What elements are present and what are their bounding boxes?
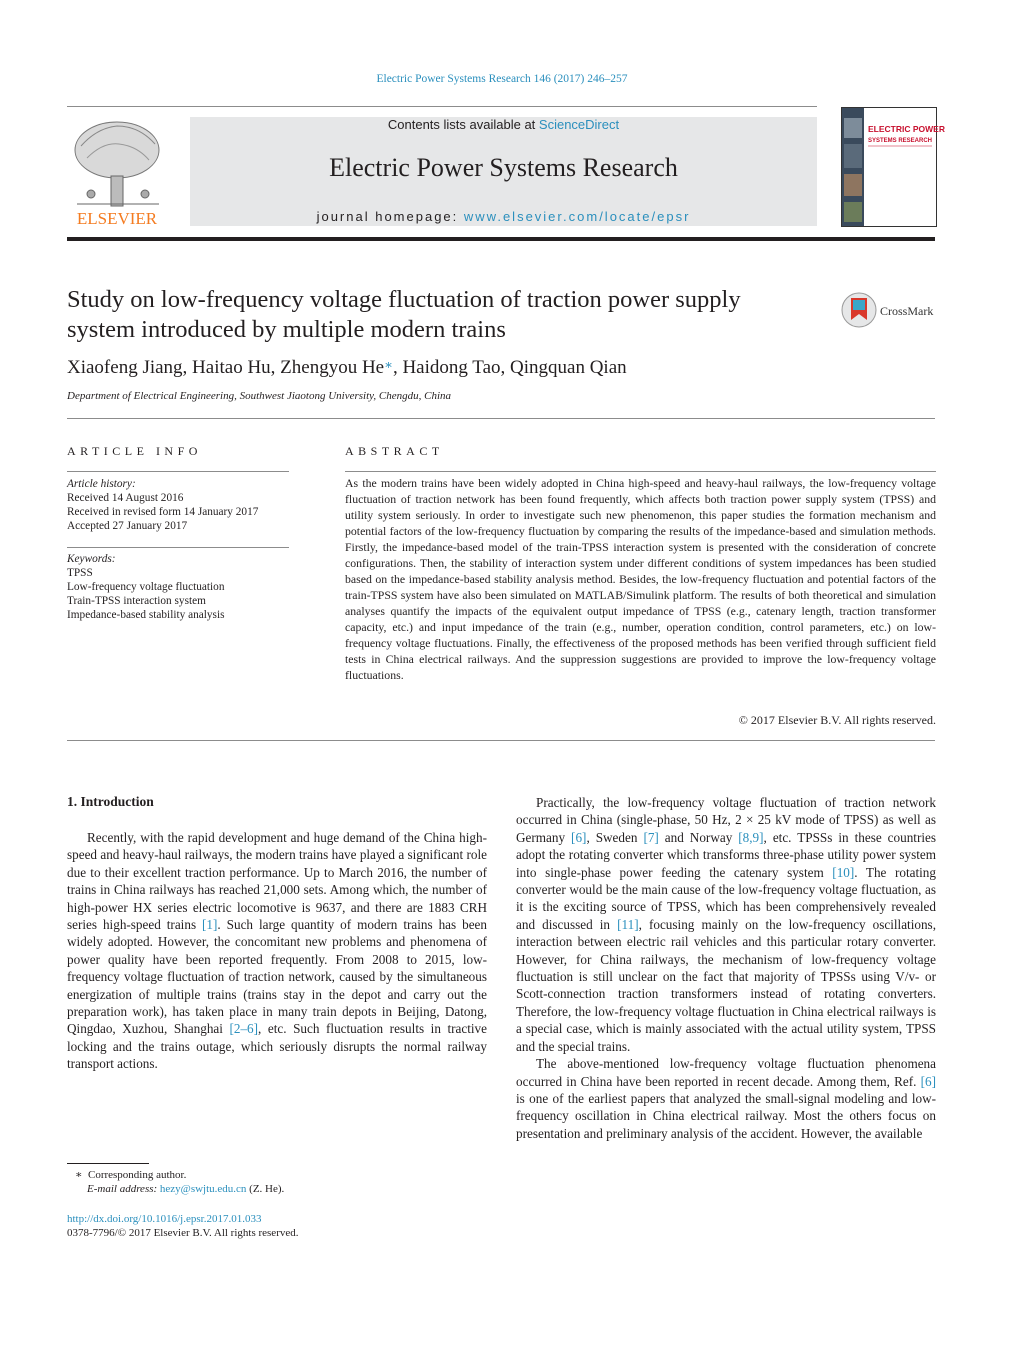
title-line-2: system introduced by multiple modern trains <box>67 316 506 343</box>
text-run: , Sweden <box>586 829 644 845</box>
text-run: Practically, the low-frequency voltage fluctuation of traction network occurred in China (single-phase, 50 Hz, 2 × 25 kV mode of TPSS) as well as Germany <box>516 795 936 845</box>
cover-title-1: ELECTRIC POWER <box>868 124 945 134</box>
intro-paragraph-3 <box>516 1055 936 1142</box>
article-title <box>67 285 827 345</box>
journal-cover[interactable] <box>841 107 945 227</box>
reference-link[interactable]: [10] <box>832 864 855 880</box>
doi-link[interactable]: http://dx.doi.org/10.1016/j.epsr.2017.01.033 <box>67 1213 262 1225</box>
journal-name: Electric Power Systems Research <box>329 153 678 182</box>
abstract-heading: ABSTRACT <box>345 444 444 458</box>
reference-link[interactable]: [1] <box>202 917 218 933</box>
info-rule-1 <box>67 471 289 472</box>
email-suffix: (Z. He). <box>246 1183 285 1195</box>
reference-link[interactable]: [11] <box>617 916 639 932</box>
history-label: Article history: <box>67 478 136 490</box>
sciencedirect-link[interactable]: ScienceDirect <box>538 117 620 132</box>
text-run: . The rotating converter would be the main cause of the low-frequency voltage fluctuation, as it is the exciting source of TPSS, which has been comprehensively revealed and discussed in <box>516 864 936 932</box>
text-run: is one of the earliest papers that analyzed the small-signal modeling and low-frequency oscillation in China electrical railway. Most the others focus on presentation and preliminary analysis of the accident. However, the available <box>516 1090 936 1141</box>
reference-link[interactable]: [6] <box>920 1073 936 1089</box>
corresponding-label: Corresponding author. <box>87 1169 187 1181</box>
abstract-copyright: © 2017 Elsevier B.V. All rights reserved. <box>738 713 936 727</box>
reference-link[interactable]: [2–6] <box>229 1021 259 1037</box>
received-date: Received 14 August 2016 <box>67 492 184 504</box>
text-run: , etc. TPSSs in these countries adopt the rotating converter which transforms three-phase utility power system into single-phase power feeding the catenary system <box>516 829 936 880</box>
left-column <box>67 829 487 1073</box>
affiliation-rule <box>67 418 935 419</box>
text-run: Recently, with the rapid development and huge demand of the China high-speed and heavy-haul railways, the modern trains have played a significant role due to their excellent traction performance. Up to March 2016, the number of trains in China railways has reached 21,000 sets. Among which, the number of high-power HX series electric locomotive is 9637, and there are 1883 CRH series high-speed trains <box>67 830 487 933</box>
abstract-bottom-rule <box>67 740 935 741</box>
footnote-star: ∗ <box>75 1169 83 1181</box>
contents-prefix: Contents lists available at <box>387 117 539 132</box>
journal-homepage <box>190 209 817 224</box>
intro-paragraph-1 <box>67 829 487 1073</box>
footnote-rule <box>67 1163 149 1164</box>
authors-part-1: Xiaofeng Jiang, Haitao Hu, Zhengyou He <box>67 357 385 378</box>
keyword: TPSS <box>67 567 93 579</box>
issn-line: 0378-7796/© 2017 Elsevier B.V. All rights reserved. <box>67 1227 299 1239</box>
affiliation: Department of Electrical Engineering, Southwest Jiaotong University, Chengdu, China <box>67 390 452 402</box>
intro-paragraph-2 <box>516 794 936 1055</box>
keywords <box>67 552 224 622</box>
corresponding-author-note <box>67 1168 284 1196</box>
email-link[interactable]: hezy@swjtu.edu.cn <box>159 1183 247 1195</box>
accepted-date: Accepted 27 January 2017 <box>67 520 188 532</box>
introduction-heading: 1. Introduction <box>67 794 154 809</box>
revised-date: Received in revised form 14 January 2017 <box>67 506 259 518</box>
abstract-rule <box>345 471 936 472</box>
text-run: , etc. Such fluctuation results in tractive locking and the trains outage, which seriously disrupts the normal railway transport actions. <box>67 1021 487 1072</box>
right-column <box>516 794 936 1142</box>
abstract-text: As the modern trains have been widely adopted in China high-speed and heavy-haul railways, the low-frequency voltage fluctuation of traction network has been found frequently, which affects both traction power supply system (TPSS) and utility system seriously. In order to investigate such new phenomenon, this paper studies the formation mechanism and potential factors of the low-frequency fluctuation by comparing the results of the impedance-based and simulation methods. Firstly, the impedance-based model of the train-TPSS interaction system is presented with the consideration of concrete configurations. Then, the stability of interaction system under different conditions of system impedances has been studied based on the impedance-based stability analysis method. Besides, the low-frequency fluctuation and potential factors of the train-TPSS system have also been simulated on MATLAB/Simulink platform. The results of both theoretical and simulation analyses quantify the impacts of the equivalent output impedance of TPSS (e.g., catenary length, traction transformer capacity, etc.) and input impedance of the train (e.g., number, operation condition, control parameters, etc.) on low-frequency voltage fluctuations. Finally, the effectiveness of the proposed methods has been verified through sufficient field tests in China electrical railways. And the suppression suggestions are provided to improve the low-frequency voltage fluctuations. <box>345 476 936 682</box>
keyword: Low-frequency voltage fluctuation <box>67 581 225 593</box>
doi-block <box>67 1212 299 1240</box>
keyword: Impedance-based stability analysis <box>67 609 225 621</box>
tree-icon <box>75 122 159 206</box>
corresponding-author-mark[interactable]: ∗ <box>384 357 393 372</box>
text-run: , focusing mainly on the low-frequency oscillations, interaction between electric rail vehicles and this particular rotary converter. However, for China railways, the mechanism of low-frequency voltage fluctuation is still unclear on the fact that majority of TPSSs using V/v- or Scott-connection traction transformers instead of rotating converters. Therefore, the low-frequency voltage fluctuation in China electrical railways is a special case, which is mainly associated with the actual utility system, TPSS and the special trains. <box>516 916 936 1054</box>
title-line-1: Study on low-frequency voltage fluctuation of traction power supply <box>67 286 741 313</box>
reference-link[interactable]: [8,9] <box>738 829 764 845</box>
header-rule <box>67 106 817 107</box>
crossmark-badge[interactable] <box>840 290 940 330</box>
journal-banner <box>190 117 817 226</box>
reference-link[interactable]: [7] <box>643 829 659 845</box>
header-thick-rule <box>67 237 935 241</box>
info-rule-2 <box>67 547 289 548</box>
text-run: The above-mentioned low-frequency voltage fluctuation phenomena occurred in China have been reported in recent decade. Among them, Ref. <box>516 1056 936 1089</box>
cover-art <box>842 108 945 226</box>
crossmark-label: CrossMark <box>880 304 934 318</box>
contents-line <box>190 117 817 132</box>
journal-citation[interactable]: Electric Power Systems Research 146 (2017) 246–257 <box>376 73 628 85</box>
article-history <box>67 477 258 533</box>
cover-title-2: SYSTEMS RESEARCH <box>868 138 933 144</box>
crossmark-icon <box>842 293 876 327</box>
elsevier-wordmark: ELSEVIER <box>76 209 158 228</box>
text-run: . Such large quantity of modern trains has been widely adopted. However, the concomitant new problems and phenomena of power quality have been reported frequently. From 2008 to 2015, low-frequency voltage fluctuation of traction network, caused by the simultaneous energization of multiple trains (trains stay in the depot and carry out the preparation work), has taken place in many train depots in Beijing, Datong, Qingdao, Xuzhou, Shanghai <box>67 917 487 1037</box>
keywords-label: Keywords: <box>67 553 116 565</box>
article-info-heading: ARTICLE INFO <box>67 444 202 458</box>
text-run: and Norway <box>658 829 739 845</box>
elsevier-logo[interactable] <box>67 116 167 228</box>
authors-part-2: , Haidong Tao, Qingquan Qian <box>392 357 627 378</box>
keyword: Train-TPSS interaction system <box>67 595 206 607</box>
author-list <box>67 357 627 379</box>
homepage-link[interactable]: www.elsevier.com/locate/epsr <box>463 209 691 224</box>
email-label: E-mail address: <box>87 1183 160 1195</box>
homepage-prefix: journal homepage: <box>316 209 464 224</box>
reference-link[interactable]: [6] <box>571 829 587 845</box>
